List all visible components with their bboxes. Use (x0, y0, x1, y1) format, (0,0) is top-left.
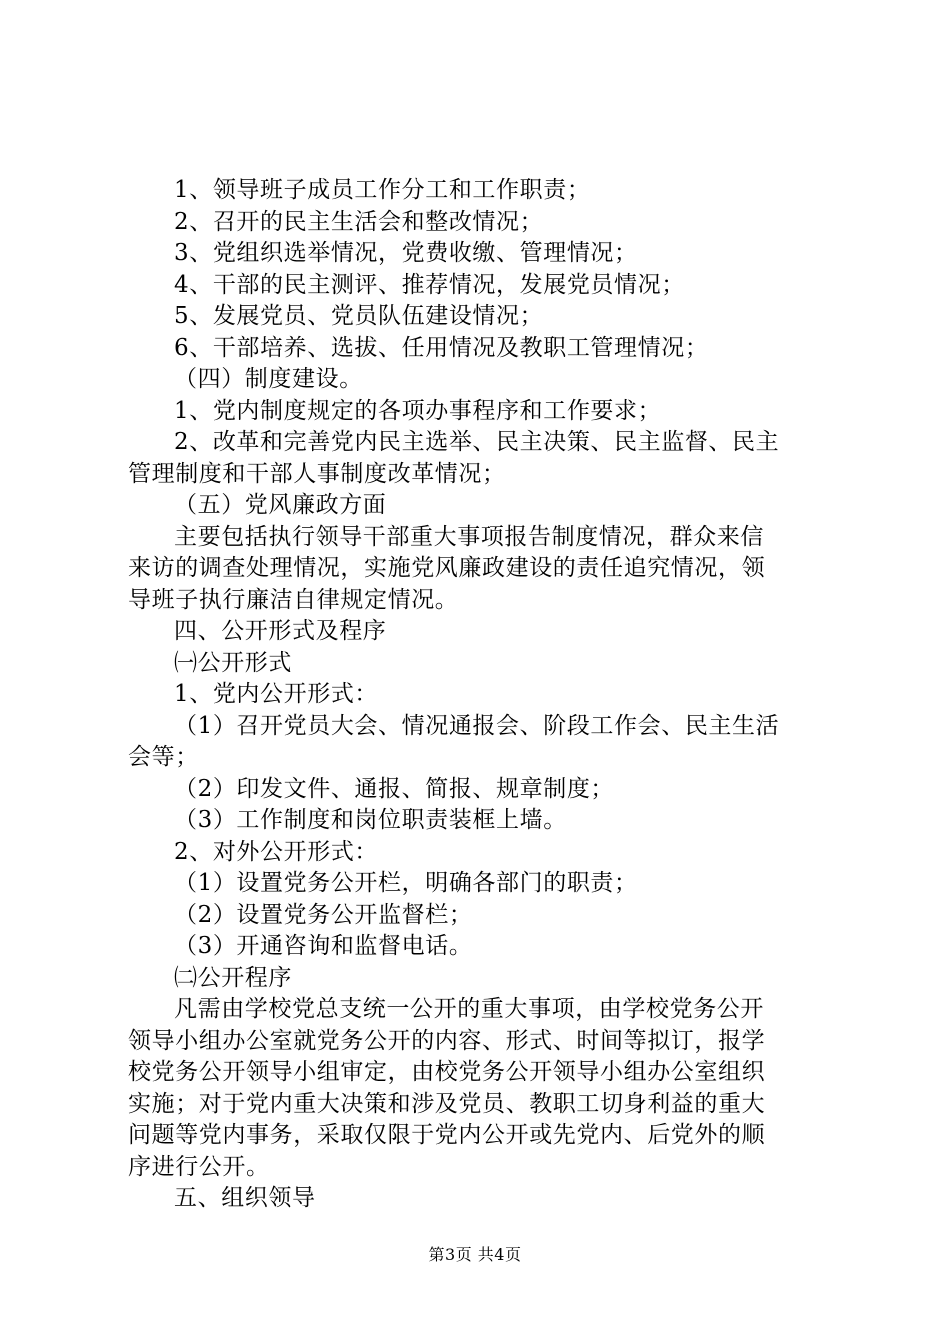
body-line: 导班子执行廉洁自律规定情况。 (128, 586, 459, 613)
body-line: （1）召开党员大会、情况通报会、阶段工作会、民主生活 (174, 712, 780, 739)
body-line: （1）设置党务公开栏，明确各部门的职责； (174, 870, 638, 896)
subsection-heading: ㈠公开形式 (174, 649, 292, 676)
body-line: 1、党内公开形式： (174, 681, 379, 707)
body-line: 6、干部培养、选拔、任用情况及教职工管理情况； (174, 334, 709, 361)
body-line: 实施；对于党内重大决策和涉及党员、教职工切身利益的重大 (128, 1090, 766, 1117)
body-line: 会等； (128, 744, 199, 770)
body-line: （2）设置党务公开监督栏； (174, 901, 473, 928)
body-line: 问题等党内事务，采取仅限于党内公开或先党内、后党外的顺 (128, 1122, 766, 1148)
section-heading: （四）制度建设。 (174, 366, 363, 392)
body-line: 3、党组织选举情况，党费收缴、管理情况； (174, 240, 638, 266)
body-line: 领导小组办公室就党务公开的内容、形式、时间等拟订，报学 (128, 1027, 766, 1054)
body-line: 管理制度和干部人事制度改革情况； (128, 460, 506, 487)
body-line: 5、发展党员、党员队伍建设情况； (174, 303, 544, 329)
body-line: 序进行公开。 (128, 1153, 270, 1180)
section-heading: （五）党风廉政方面 (174, 492, 387, 518)
body-line: （3）开通咨询和监督电话。 (174, 933, 473, 959)
body-line: 来访的调查处理情况，实施党风廉政建设的责任追究情况，领 (128, 555, 766, 581)
body-line: 凡需由学校党总支统一公开的重大事项，由学校党务公开 (174, 996, 764, 1022)
page-number: 第3页 共4页 (428, 1245, 522, 1264)
body-line: 2、改革和完善党内民主选举、民主决策、民主监督、民主 (174, 429, 780, 455)
body-line: （2）印发文件、通报、简报、规章制度； (174, 775, 615, 802)
body-line: 2、对外公开形式： (174, 838, 379, 865)
body-line: （3）工作制度和岗位职责装框上墙。 (174, 807, 567, 833)
body-line: 4、干部的民主测评、推荐情况，发展党员情况； (174, 271, 685, 298)
page-footer (0, 1245, 950, 1265)
body-line: 1、党内制度规定的各项办事程序和工作要求； (174, 397, 662, 424)
body-line: 校党务公开领导小组审定，由校党务公开领导小组办公室组织 (128, 1059, 766, 1085)
subsection-heading: ㈡公开程序 (174, 964, 292, 991)
body-line: 2、召开的民主生活会和整改情况； (174, 208, 544, 235)
section-heading: 五、组织领导 (174, 1185, 316, 1211)
section-heading: 四、公开形式及程序 (174, 618, 387, 644)
body-line: 1、领导班子成员工作分工和工作职责； (174, 177, 591, 203)
body-line: 主要包括执行领导干部重大事项报告制度情况，群众来信 (174, 523, 764, 550)
document-body (128, 175, 830, 1215)
